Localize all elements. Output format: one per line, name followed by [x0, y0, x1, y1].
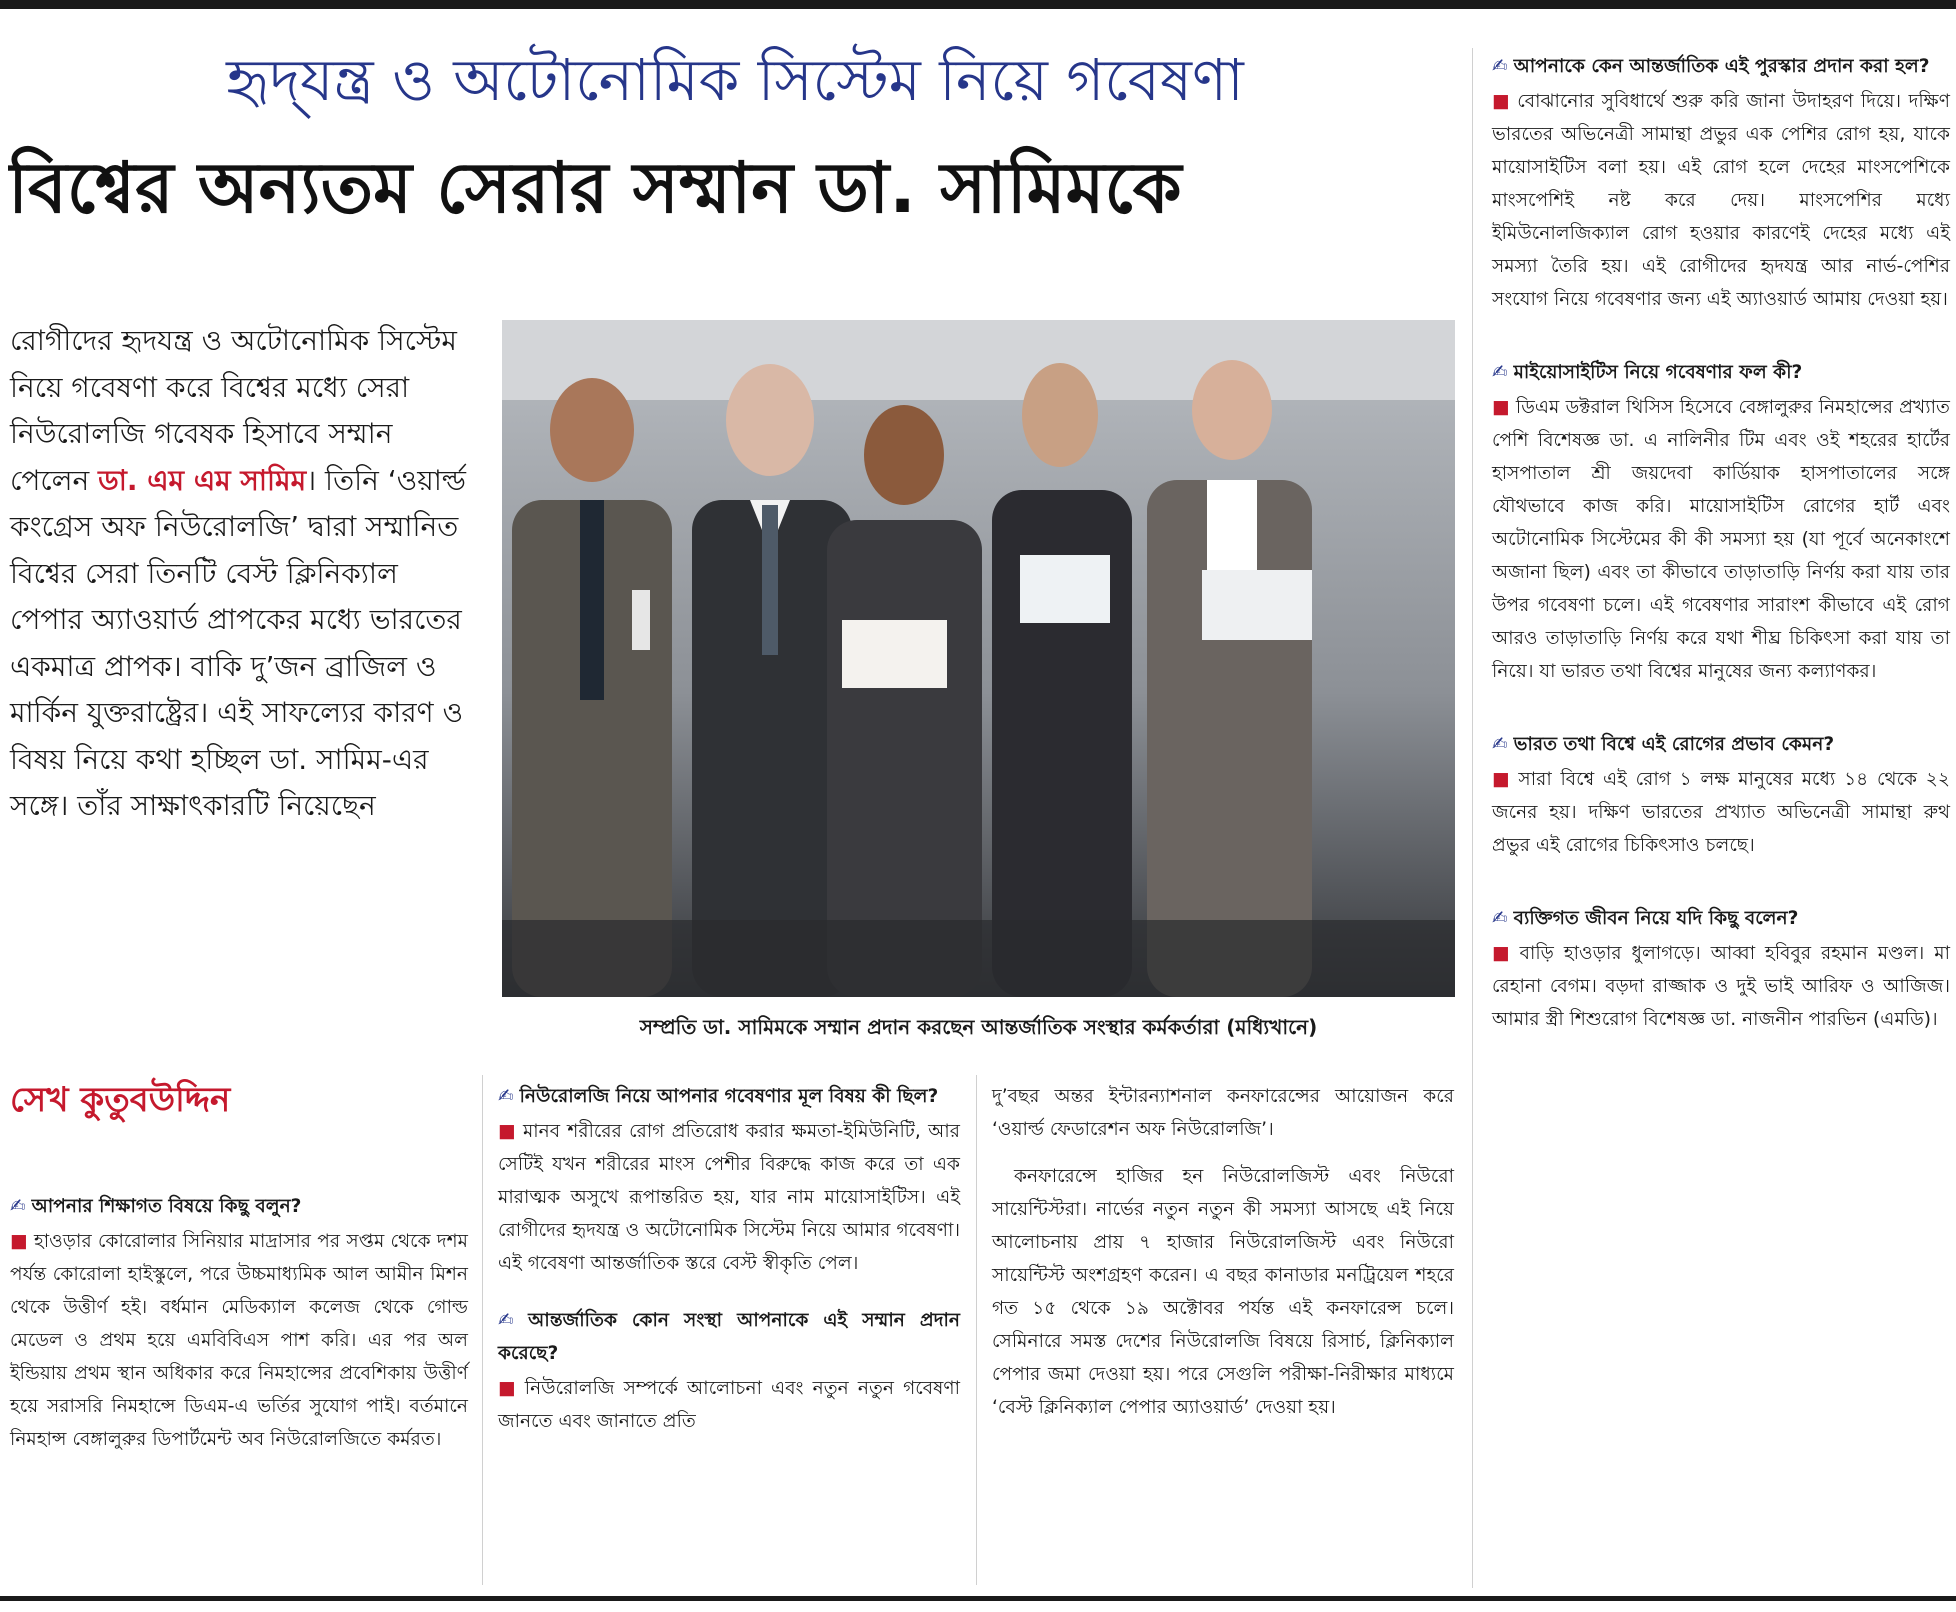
question-4: ✍ আপনাকে কেন আন্তর্জাতিক এই পুরস্কার প্রদান করা হল?: [1492, 56, 1930, 77]
red-square-bullet: ■: [498, 1121, 517, 1142]
pen-icon: ✍: [1492, 362, 1508, 383]
question-6: ✍ ভারত তথা বিশ্বে এই রোগের প্রভাব কেমন?: [1492, 734, 1835, 755]
red-square-bullet: ■: [498, 1378, 519, 1399]
answer-2: মানব শরীরের রোগ প্রতিরোধ করার ক্ষমতা-ইমিউনিটি, আর সেটিই যখন শরীরের মাংস পেশীর বিরুদ্ধে কাজ করে তা এক মারাত্মক অসুখে রূপান্তরিত হয়, যার নাম মায়োসাইটিস। এই রোগীদের হৃদযন্ত্র ও অটোনোমিক সিস্টেম নিয়ে আমার গবেষণা। এই গবেষণা আন্তর্জাতিক স্তরে বেস্ট স্বীকৃতি পেল।: [498, 1121, 960, 1274]
column-divider: [482, 1075, 483, 1585]
lede-paragraph: [10, 318, 470, 830]
answer-1: হাওড়ার কোরোলার সিনিয়ার মাদ্রাসার পর সপ্তম থেকে দশম পর্যন্ত কোরোলা হাইস্কুলে, পরে উচ্চমাধ্যমিক আল আমীন মিশন থেকে উত্তীর্ণ হই। বর্ধমান মেডিক্যাল কলেজ থেকে গোল্ড মেডেল ও প্রথম হয়ে এমবিবিএস পাশ করি। এর পর অল ইন্ডিয়ায় প্রথম স্থান অধিকার করে নিমহান্সের প্রবেশিকায় উত্তীর্ণ হয়ে সরাসরি নিমহান্সে ডিএম-এ ভর্তির সুযোগ পাই। বর্তমানে নিমহান্স বেঙ্গালুরুর ডিপার্টমেন্ট অব নিউরোলজিতে কর্মরত।: [10, 1231, 468, 1450]
qa-column-4: [1492, 50, 1950, 1036]
kicker-headline: হৃদ্‌যন্ত্র ও অটোনোমিক সিস্টেম নিয়ে গবেষণা: [226, 46, 1244, 114]
question-7: ✍ ব্যক্তিগত জীবন নিয়ে যদি কিছু বলেন?: [1492, 908, 1799, 929]
award-photo: [502, 320, 1455, 997]
answer-5: ডিএম ডক্টরাল থিসিস হিসেবে বেঙ্গালুরুর নিমহান্সের প্রখ্যাত পেশি বিশেষজ্ঞ ডা. এ নালিনীর টিম এবং ওই শহরের হার্টের হাসপাতাল শ্রী জয়দেবা কার্ডিয়াক হাসপাতালের সঙ্গে যৌথভাবে কাজ করি। মায়োসাইটিস রোগের হার্ট এবং অটোনোমিক সিস্টেমের কী কী সমস্যা হয় (যা পূর্বে অনেকাংশে অজানা ছিল) এবং তা কীভাবে তাড়াতাড়ি নির্ণয় করা যায় তার উপর গবেষণা চলে। এই গবেষণার সারাংশ কীভাবে এই রোগ আরও তাড়াতাড়ি নির্ণয় করে যথা শীঘ্র চিকিৎসা করা যায় তা নিয়ে। যা ভারত তথা বিশ্বের মানুষের জন্য কল্যাণকর।: [1492, 397, 1950, 682]
question-1: ✍ আপনার শিক্ষাগত বিষয়ে কিছু বলুন?: [10, 1196, 302, 1217]
column-divider: [976, 1075, 977, 1585]
pen-icon: ✍: [498, 1310, 523, 1331]
byline: সেখ কুতুবউদ্দিন: [10, 1080, 231, 1120]
photo-caption: সম্প্রতি ডা. সামিমকে সম্মান প্রদান করছেন আন্তর্জাতিক সংস্থার কর্মকর্তারা (মধ্যিখানে): [639, 1015, 1318, 1039]
answer-3-continued: দু’বছর অন্তর ইন্টারন্যাশনাল কনফারেন্সের আয়োজন করে ‘ওয়ার্ল্ড ফেডারেশন অফ নিউরোলজি’।: [992, 1086, 1454, 1140]
question-5: ✍ মাইয়োসাইটিস নিয়ে গবেষণার ফল কী?: [1492, 362, 1803, 383]
pen-icon: ✍: [498, 1086, 514, 1107]
answer-6: সারা বিশ্বে এই রোগ ১ লক্ষ মানুষের মধ্যে ১৪ থেকে ২২ জনের হয়। দক্ষিণ ভারতের প্রখ্যাত অভিনেত্রী সামান্থা রুথ প্রভুর এই রোগের চিকিৎসাও চলছে।: [1492, 769, 1950, 856]
red-square-bullet: ■: [10, 1231, 28, 1252]
lede-text-1: রোগীদের হৃদযন্ত্র ও অটোনোমিক সিস্টেম নিয়ে গবেষণা করে বিশ্বের মধ্যে সেরা নিউরোলজি গবেষক হিসাবে সম্মান পেলেন: [10, 324, 457, 497]
main-headline: বিশ্বের অন্যতম সেরার সম্মান ডা. সামিমকে: [8, 147, 1182, 229]
pen-icon: ✍: [1492, 908, 1508, 929]
column-divider: [1472, 48, 1473, 1588]
qa-column-2: [498, 1080, 960, 1438]
top-rule: [0, 0, 1956, 9]
qa-column-3: [992, 1080, 1454, 1424]
red-square-bullet: ■: [1492, 91, 1512, 112]
doctor-name: ডা. এম এম সামিম: [98, 463, 307, 497]
answer-4: বোঝানোর সুবিধার্থে শুরু করি জানা উদাহরণ দিয়ে। দক্ষিণ ভারতের অভিনেত্রী সামান্থা প্রভুর এক পেশির রোগ হয়, যাকে মায়োসাইটিস বলা হয়। এই রোগ হলে দেহের মাংসপেশিকে মাংসপেশিই নষ্ট করে দেয়। মাংসপেশির মধ্যে ইমিউনোলজিক্যাল রোগ হওয়ার কারণেই দেহের মধ্যে এই সমস্যা তৈরি হয়। এই রোগীদের হৃদযন্ত্র আর নার্ভ-পেশির সংযোগ নিয়ে গবেষণার জন্য এই অ্যাওয়ার্ড আমায় দেওয়া হয়।: [1492, 91, 1950, 310]
pen-icon: ✍: [10, 1196, 26, 1217]
pen-icon: ✍: [1492, 56, 1508, 77]
answer-3: নিউরোলজি সম্পর্কে আলোচনা এবং নতুন নতুন গবেষণা জানতে এবং জানাতে প্রতি: [498, 1378, 960, 1432]
qa-column-1: [10, 1190, 468, 1456]
red-square-bullet: ■: [1492, 769, 1513, 790]
bottom-rule: [0, 1596, 1956, 1601]
lede-text-2: । তিনি ‘ওয়ার্ল্ড কংগ্রেস অফ নিউরোলজি’ দ্বারা সম্মানিত বিশ্বের সেরা তিনটি বেস্ট ক্লিনিক্যাল পেপার অ্যাওয়ার্ড প্রাপকের মধ্যে ভারতের একমাত্র প্রাপক। বাকি দু’জন ব্রাজিল ও মার্কিন যুক্তরাষ্ট্রের। এই সাফল্যের কারণ ও বিষয় নিয়ে কথা হচ্ছিল ডা. সামিম-এর সঙ্গে। তাঁর সাক্ষাৎকারটি নিয়েছেন: [10, 463, 466, 822]
question-3: ✍ আন্তর্জাতিক কোন সংস্থা আপনাকে এই সম্মান প্রদান করেছে?: [498, 1310, 960, 1364]
answer-7: বাড়ি হাওড়ার ধুলাগড়ে। আব্বা হবিবুর রহমান মণ্ডল। মা রেহানা বেগম। বড়দা রাজ্জাক ও দুই ভাই আরিফ ও আজিজ। আমার স্ত্রী শিশুরোগ বিশেষজ্ঞ ডা. নাজনীন পারভিন (এমডি)।: [1492, 943, 1950, 1030]
pen-icon: ✍: [1492, 734, 1508, 755]
red-square-bullet: ■: [1492, 397, 1510, 418]
red-square-bullet: ■: [1492, 943, 1514, 964]
question-2: ✍ নিউরোলজি নিয়ে আপনার গবেষণার মূল বিষয় কী ছিল?: [498, 1086, 939, 1107]
answer-3-paragraph: কনফারেন্সে হাজির হন নিউরোলজিস্ট এবং নিউরো সায়েন্টিস্টরা। নার্ভের নতুন নতুন কী সমস্যা আসছে এই নিয়ে আলোচনায় প্রায় ৭ হাজার নিউরোলজিস্ট এবং নিউরো সায়েন্টিস্ট অংশগ্রহণ করেন। এ বছর কানাডার মনট্রিয়েল শহরে গত ১৫ থেকে ১৯ অক্টোবর পর্যন্ত এই কনফারেন্স চলে। সেমিনারে সমস্ত দেশের নিউরোলজি বিষয়ে রিসার্চ, ক্লিনিক্যাল পেপার জমা দেওয়া হয়। পরে সেগুলি পরীক্ষা-নিরীক্ষার মাধ্যমে ‘বেস্ট ক্লিনিক্যাল পেপার অ্যাওয়ার্ড’ দেওয়া হয়।: [992, 1166, 1454, 1418]
